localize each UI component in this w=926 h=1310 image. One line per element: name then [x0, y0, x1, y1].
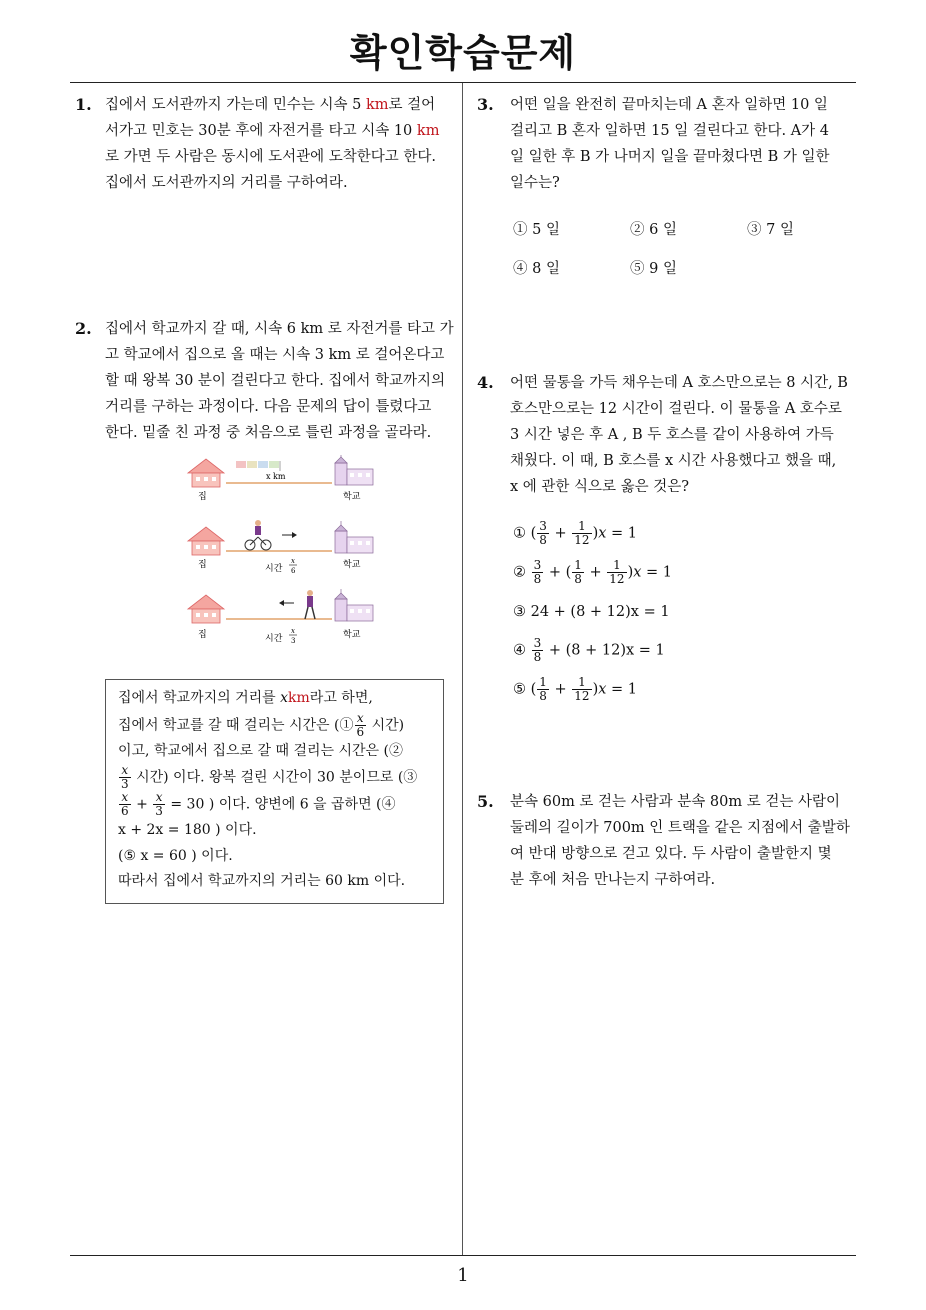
bottom-rule [70, 1255, 856, 1256]
school-icon [335, 455, 373, 485]
q4-option-4[interactable]: ④ $\frac{3}{8}$ + (8 + 12)x = 1 [513, 636, 665, 664]
distance-bars [236, 461, 280, 471]
home-school-figure [180, 455, 390, 655]
q3-option-4[interactable]: ④ 8 일 [513, 261, 560, 277]
time-label: 시간 [265, 564, 283, 574]
question-4-text: 어떤 물통을 가득 채우는데 A 호스만으로는 8 시간, B 호스만으로는 12 시간이 걸린다. 이 물통을 A 호수로 3 시간 넣은 후 A , B 두 호스를 같이 사용하여 가득 채웠다. 이 때, B 호스를 x 시간 사용했다고 했을 때, x 에 관한 식으로 옳은 것은? [510, 375, 848, 495]
question-3-number: 3. [477, 95, 494, 114]
q3-option-3[interactable]: ③ 7 일 [747, 222, 794, 238]
question-4-number: 4. [477, 373, 494, 392]
cyclist-icon [245, 520, 271, 550]
time-label: 시간 [265, 634, 283, 644]
q4-option-5[interactable]: ⑤ ( $\frac{1}{8}$ + $\frac{1}{12}$ )x = 1 [513, 675, 638, 703]
house-icon [188, 527, 224, 555]
school-label: 학교 [343, 492, 361, 502]
question-1-text: 집에서 도서관까지 가는데 민수는 시속 5 km로 걸어 서가고 민호는 30분 후에 자전거를 타고 시속 10 km 로 가면 두 사람은 동시에 도서관에 도착한다고 한다. 집에서 도서관까지의 거리를 구하여라. [105, 97, 440, 191]
home-label: 집 [198, 560, 207, 570]
q3-option-1[interactable]: ① 5 일 [513, 222, 560, 238]
q3-option-5[interactable]: ⑤ 9 일 [630, 261, 677, 277]
house-icon [188, 459, 224, 487]
time-frac-den: 6 [291, 567, 296, 575]
q4-option-3[interactable]: ③ 24 + (8 + 12)x = 1 [513, 604, 670, 620]
page-number: 1 [457, 1265, 469, 1286]
question-2-number: 2. [75, 319, 92, 338]
time-frac-num: x [291, 557, 295, 565]
time-frac-den: 3 [291, 637, 296, 645]
question-5-text: 분속 60m 로 걷는 사람과 분속 80m 로 걷는 사람이 둘레의 길이가 700m 인 트랙을 같은 지점에서 출발하 여 반대 방향으로 걷고 있다. 두 사람이 출발한지 몇 분 후에 처음 만나는지 구하여라. [510, 794, 850, 888]
time-frac-num: x [291, 627, 295, 635]
school-label: 학교 [343, 560, 361, 570]
question-3-text: 어떤 일을 완전히 끝마치는데 A 혼자 일하면 10 일 걸리고 B 혼자 일하면 15 일 걸린다고 한다. A가 4 일 일한 후 B 가 나머지 일을 끝마쳤다면 B 가 일한 일수는? [510, 97, 830, 191]
home-label: 집 [198, 630, 207, 640]
q4-option-1[interactable]: ① ( $\frac{3}{8}$ + $\frac{1}{12}$ )x = 1 [513, 519, 638, 547]
school-icon [335, 521, 373, 553]
top-rule [70, 82, 856, 83]
school-icon [335, 589, 373, 621]
question-1-number: 1. [75, 95, 92, 114]
house-icon [188, 595, 224, 623]
column-divider [462, 83, 463, 1255]
solution-box: 집에서 학교까지의 거리를 xkm라고 하면, 집에서 학교를 갈 때 걸리는 시간은 (① $\frac{x}{6}$ 시간) 이고, 학교에서 집으로 갈 때 걸리는 시간은 (② $\frac{x}{3}$ 시간) 이다. 왕복 걸린 시간이 30 분이므로 (③ $\frac{x}{6}$ + $\frac{x}{3}$ = 30 ) 이다. 양변에 6 을 곱하면 (④ x + 2x = 180 ) 이다. (⑤ x = 60 ) 이다. 따라서 집에서 학교까지의 거리는 60 km 이다. [105, 679, 444, 904]
question-2-text: 집에서 학교까지 갈 때, 시속 6 km 로 자전거를 타고 가 고 학교에서 집으로 올 때는 시속 3 km 로 걸어온다고 할 때 왕복 30 분이 걸린다고 한다. 집에서 학교까지의 거리를 구하는 과정이다. 다음 문제의 답이 틀렸다고 한다. 밑줄 친 과정 중 처음으로 틀린 과정을 골라라. [105, 321, 454, 441]
page-title: 확인학습문제 [349, 31, 577, 75]
walker-icon [305, 590, 315, 619]
school-label: 학교 [343, 630, 361, 640]
question-5-number: 5. [477, 792, 494, 811]
distance-label: x km [266, 472, 286, 481]
q3-option-2[interactable]: ② 6 일 [630, 222, 677, 238]
home-label: 집 [198, 492, 207, 502]
q4-option-2[interactable]: ② $\frac{3}{8}$ + ( $\frac{1}{8}$ + $\frac{1}{12}$ )x = 1 [513, 558, 673, 586]
